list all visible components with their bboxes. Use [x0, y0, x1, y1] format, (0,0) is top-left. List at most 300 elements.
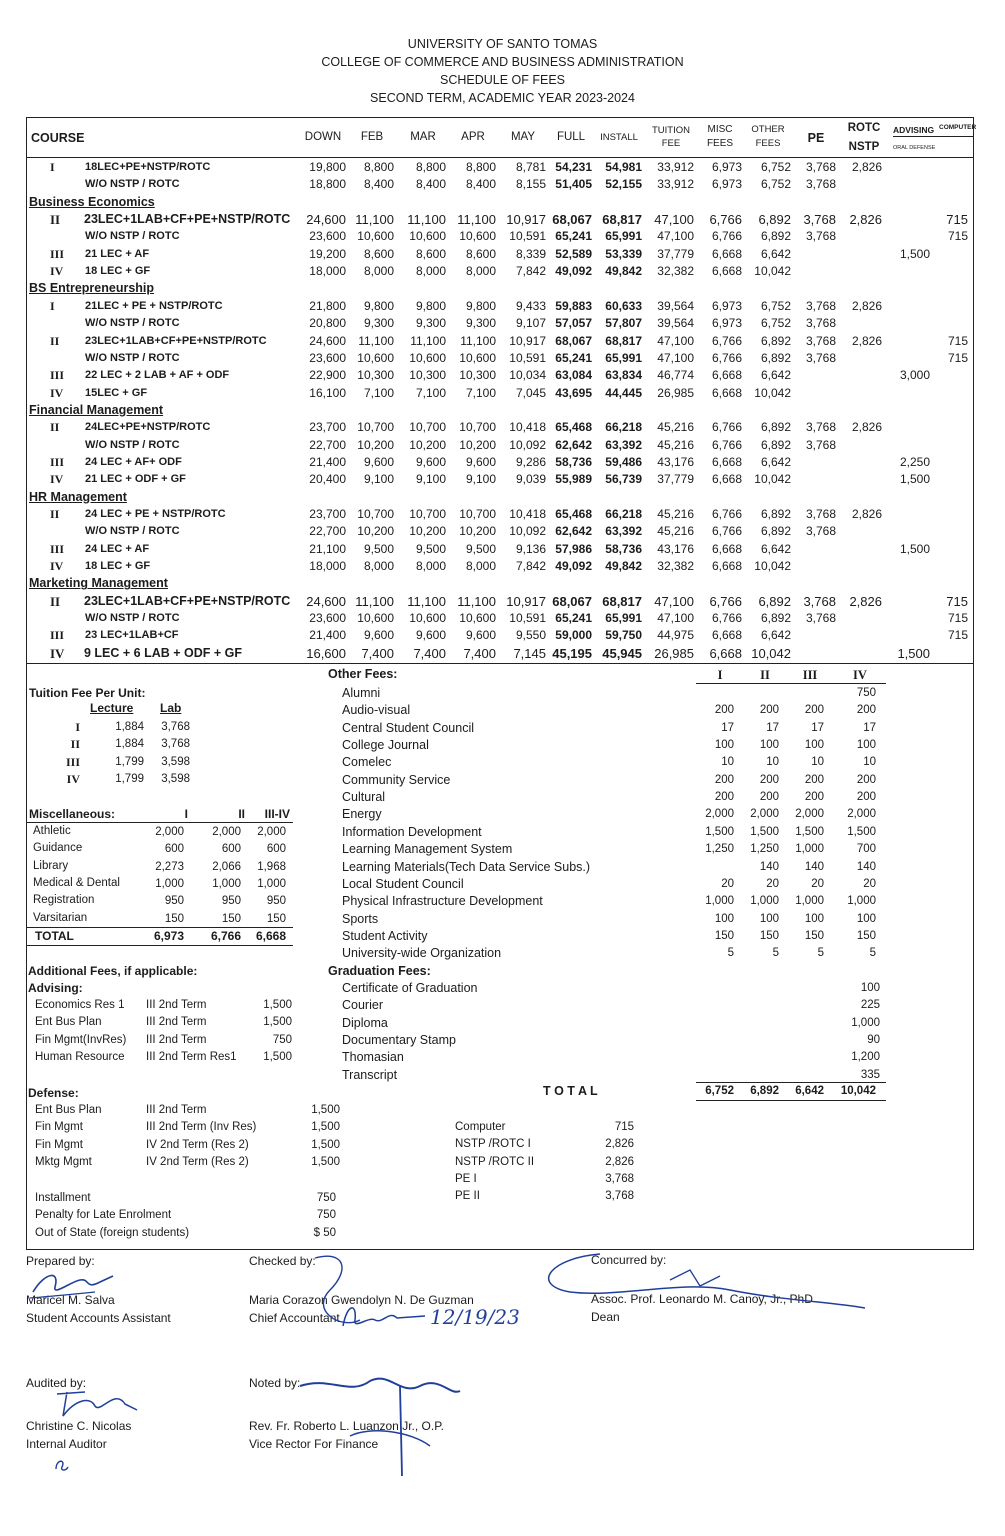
misc-header-line	[27, 822, 293, 823]
row-course: W/O NSTP / ROTC	[85, 351, 180, 364]
misc-value: 150	[164, 912, 184, 925]
row-apr: 10,600	[459, 229, 496, 244]
misc-name: Guidance	[33, 842, 83, 855]
row-may: 8,155	[515, 177, 546, 192]
row-rotc: 2,826	[851, 507, 882, 521]
row-pe: 3,768	[805, 298, 836, 313]
other-fee-name: Sports	[342, 911, 379, 926]
other-fee-name: Energy	[342, 807, 382, 822]
defense-name: Mktg Mgmt	[35, 1155, 92, 1168]
row-may: 10,092	[509, 437, 546, 452]
row-may: 10,418	[509, 420, 546, 435]
row-may: 7,045	[515, 385, 546, 400]
other-fee-name: Physical Infrastructure Development	[342, 894, 543, 909]
row-install: 57,807	[605, 316, 642, 331]
university-name: UNIVERSITY OF SANTO TOMAS	[407, 37, 598, 51]
defense-value: 1,500	[311, 1138, 340, 1151]
misc-value: 1,000	[212, 877, 241, 890]
row-course: 24 LEC + AF+ ODF	[85, 455, 182, 468]
other-fee-value: 20	[721, 877, 734, 890]
row-course: W/O NSTP / ROTC	[85, 317, 180, 330]
misc-total-underline	[27, 945, 293, 946]
other-charge-value: 2,826	[605, 1138, 634, 1151]
other-fee-value: 200	[714, 773, 734, 786]
row-apr: 10,200	[459, 437, 496, 452]
row-tuition: 47,100	[657, 229, 694, 244]
tuition-per-unit-title: Tuition Fee Per Unit:	[29, 686, 146, 700]
row-other: 6,752	[760, 316, 791, 331]
other-fee-value: 1,250	[750, 843, 779, 856]
other-fee-value: 10	[811, 756, 824, 769]
other-fee-value: 200	[856, 791, 876, 804]
other-charge-value: 715	[614, 1121, 634, 1133]
row-install: 49,842	[605, 264, 642, 279]
other-fee-value: 20	[766, 877, 779, 890]
misc-total: 6,668	[255, 929, 286, 943]
other-fee-value: 140	[759, 860, 779, 873]
row-pe: 3,768	[805, 160, 836, 174]
row-other: 6,642	[760, 454, 791, 469]
row-course: W/O NSTP / ROTC	[85, 230, 180, 243]
advising-value: 1,500	[263, 1050, 292, 1063]
row-rotc: 2,826	[851, 298, 882, 313]
other-fee-value: 200	[804, 773, 824, 786]
row-feb: 8,000	[363, 559, 394, 574]
row-mar: 8,400	[415, 177, 446, 192]
signature-audited	[45, 1384, 145, 1429]
row-full: 55,989	[555, 472, 592, 487]
other-fee-name: Community Service	[342, 772, 451, 787]
row-full: 65,241	[555, 611, 592, 626]
row-misc: 6,668	[711, 454, 742, 469]
col-misc-2: FEES	[706, 138, 734, 149]
section-heading: Marketing Management	[29, 576, 168, 591]
defense-term: III 2nd Term	[146, 1104, 207, 1116]
row-year: IV	[50, 472, 64, 487]
misc-name: Library	[33, 859, 69, 872]
misc-value: 1,000	[257, 877, 286, 890]
tuition-year: III	[65, 754, 80, 769]
row-tuition: 45,216	[657, 507, 694, 521]
row-rotc: 2,826	[849, 593, 882, 609]
row-apr: 7,400	[463, 645, 496, 661]
other-fee-value: 5	[772, 947, 779, 960]
row-comp: 715	[947, 229, 968, 244]
advising-term: III 2nd Term	[146, 999, 207, 1011]
row-down: 19,200	[309, 246, 346, 261]
row-course: 23LEC+1LAB+CF+PE+NSTP/ROTC	[84, 593, 291, 608]
row-other: 6,752	[760, 177, 791, 192]
row-pe: 3,768	[803, 593, 836, 609]
row-mar: 10,600	[409, 350, 446, 365]
misc-value: 600	[221, 843, 241, 856]
graduation-fee-name: Diploma	[342, 1015, 388, 1030]
row-install: 68,817	[605, 333, 642, 348]
row-mar: 8,800	[415, 160, 446, 174]
tuition-lab: 3,768	[161, 721, 190, 733]
extra-fee-value: 750	[316, 1192, 336, 1204]
row-full: 65,241	[555, 350, 592, 365]
other-charge-value: 3,768	[605, 1190, 634, 1203]
row-pe: 3,768	[803, 212, 836, 228]
misc-total-line	[27, 927, 293, 928]
row-other: 10,042	[754, 559, 791, 574]
row-misc: 6,668	[711, 541, 742, 556]
row-year: II	[50, 593, 61, 609]
row-course: 24 LEC + AF	[85, 542, 150, 555]
row-other: 6,892	[758, 212, 791, 228]
row-course: W/O NSTP / ROTC	[85, 612, 180, 625]
row-year: III	[50, 454, 65, 469]
row-course: W/O NSTP / ROTC	[85, 525, 180, 538]
graduation-fee-name: Certificate of Graduation	[342, 981, 478, 995]
other-charge-name: NSTP /ROTC II	[455, 1155, 535, 1168]
noted-title: Vice Rector For Finance	[249, 1437, 379, 1451]
misc-total: 6,973	[153, 929, 184, 943]
row-mar: 11,100	[407, 212, 446, 228]
row-full: 65,468	[555, 507, 592, 521]
row-other: 6,892	[760, 229, 791, 244]
graduation-fee-value: 1,200	[851, 1051, 880, 1064]
row-feb: 10,600	[357, 350, 394, 365]
col-other-1: OTHER	[751, 124, 785, 135]
col-feb: FEB	[360, 131, 384, 143]
advising-name: Human Resource	[35, 1050, 125, 1063]
other-fee-value: 150	[856, 929, 876, 942]
other-fee-value: 200	[714, 791, 734, 804]
row-install: 66,218	[605, 420, 642, 435]
extra-fee-name: Penalty for Late Enrolment	[35, 1209, 172, 1222]
other-fee-value: 150	[759, 929, 779, 942]
other-fee-value: 700	[856, 843, 876, 856]
table-bottom-divider	[27, 663, 973, 664]
col-down: DOWN	[304, 131, 342, 143]
row-feb: 10,300	[357, 368, 394, 383]
row-full: 62,642	[555, 524, 592, 539]
defense-term: IV 2nd Term (Res 2)	[146, 1155, 249, 1168]
row-other: 6,892	[760, 524, 791, 539]
row-pe: 3,768	[805, 611, 836, 626]
other-fee-name: Learning Management System	[342, 842, 513, 857]
row-year: III	[50, 246, 65, 261]
row-adv: 1,500	[897, 645, 930, 661]
row-feb: 10,700	[357, 420, 394, 435]
row-year: IV	[50, 645, 65, 661]
row-misc: 6,668	[711, 264, 742, 279]
other-fee-value: 2,000	[847, 808, 876, 821]
col-oral-defense: ORAL DEFENSE	[893, 145, 936, 151]
tuition-lab: 3,598	[161, 772, 190, 785]
row-misc: 6,668	[711, 385, 742, 400]
row-year: I	[50, 298, 55, 313]
other-fee-name: College Journal	[342, 738, 429, 753]
row-feb: 11,100	[355, 212, 394, 228]
row-other: 6,892	[760, 350, 791, 365]
row-year: IV	[50, 385, 64, 400]
misc-name: Medical & Dental	[33, 876, 120, 889]
row-full: 57,986	[555, 541, 592, 556]
checked-title: Chief Accountant	[249, 1311, 340, 1325]
row-other: 6,892	[760, 507, 791, 521]
header-divider	[27, 157, 973, 158]
row-full: 68,067	[555, 333, 592, 348]
row-full: 59,883	[555, 298, 592, 313]
checked-date: 12/19/23	[430, 1305, 520, 1329]
row-year: III	[50, 368, 65, 383]
row-full: 51,405	[555, 177, 592, 192]
row-down: 23,600	[309, 350, 346, 365]
other-fee-value: 17	[811, 721, 824, 734]
graduation-fee-name: Thomasian	[342, 1050, 404, 1065]
row-comp: 715	[946, 593, 968, 609]
row-may: 9,136	[515, 541, 546, 556]
row-feb: 10,200	[357, 524, 394, 539]
other-fee-value: 100	[714, 912, 734, 925]
signature-noted	[290, 1366, 470, 1481]
row-tuition: 32,382	[657, 264, 694, 279]
row-year: III	[50, 628, 65, 643]
other-fee-name: Central Student Council	[342, 720, 475, 735]
row-pe: 3,768	[805, 420, 836, 435]
row-install: 52,155	[605, 177, 642, 192]
row-course: 18LEC+PE+NSTP/ROTC	[85, 161, 211, 173]
row-apr: 8,400	[465, 177, 496, 192]
misc-value: 1,000	[155, 877, 184, 890]
row-other: 10,042	[754, 264, 791, 279]
row-mar: 9,100	[415, 472, 446, 487]
row-other: 6,892	[760, 420, 791, 435]
other-fee-value: 150	[714, 929, 734, 942]
row-down: 23,700	[309, 507, 346, 521]
row-down: 24,600	[306, 212, 346, 228]
row-mar: 10,700	[409, 507, 446, 521]
misc-col-header: II	[238, 807, 245, 821]
row-install: 60,633	[605, 298, 642, 313]
defense-term: III 2nd Term (Inv Res)	[146, 1121, 257, 1134]
checked-name: Maria Corazon Gwendolyn N. De Guzman	[249, 1293, 474, 1307]
signature-prepared	[25, 1262, 120, 1307]
prepared-name: Maricel M. Salva	[26, 1293, 115, 1307]
row-pe: 3,768	[805, 507, 836, 521]
other-fee-value: 17	[766, 721, 779, 734]
row-tuition: 47,100	[654, 212, 694, 228]
row-mar: 7,400	[413, 645, 446, 661]
other-charge-name: PE II	[455, 1190, 480, 1203]
row-pe: 3,768	[805, 524, 836, 539]
row-may: 9,107	[515, 316, 546, 331]
row-install: 68,817	[602, 593, 642, 609]
row-apr: 9,600	[465, 628, 496, 643]
row-feb: 11,100	[355, 593, 394, 609]
misc-value: 600	[164, 843, 184, 856]
row-full: 45,195	[552, 645, 592, 661]
misc-col-header: III-IV	[264, 807, 290, 821]
other-charge-name: Computer	[455, 1121, 506, 1133]
row-course: 23 LEC+1LAB+CF	[85, 629, 179, 642]
advising-title: Advising:	[28, 981, 83, 995]
row-course: W/O NSTP / ROTC	[85, 438, 180, 451]
advising-divider	[893, 136, 973, 137]
tuition-year: II	[70, 737, 80, 752]
row-feb: 8,400	[363, 177, 394, 192]
row-mar: 9,800	[415, 298, 446, 313]
row-install: 63,834	[605, 368, 642, 383]
other-fees-total-line	[696, 1082, 886, 1083]
col-tuition-2: FEE	[661, 138, 681, 149]
row-adv: 1,500	[899, 541, 930, 556]
row-install: 66,218	[605, 507, 642, 521]
row-mar: 9,300	[415, 316, 446, 331]
row-misc: 6,766	[711, 611, 742, 626]
row-misc: 6,973	[711, 177, 742, 192]
row-mar: 10,600	[409, 229, 446, 244]
row-misc: 6,766	[711, 437, 742, 452]
row-course: 22 LEC + 2 LAB + AF + ODF	[85, 369, 230, 382]
row-install: 56,739	[605, 472, 642, 487]
row-install: 44,445	[605, 385, 642, 400]
misc-value: 600	[266, 843, 286, 856]
row-misc: 6,668	[711, 246, 742, 261]
row-down: 22,900	[309, 368, 346, 383]
row-feb: 9,300	[363, 316, 394, 331]
other-fee-value: 100	[759, 739, 779, 752]
graduation-fee-value: 100	[860, 982, 880, 994]
row-other: 6,892	[760, 611, 791, 626]
row-tuition: 44,975	[657, 628, 694, 643]
signature-checked-initials	[335, 1298, 430, 1334]
row-may: 10,917	[506, 593, 546, 609]
other-charge-value: 3,768	[605, 1172, 634, 1185]
row-down: 20,400	[309, 472, 346, 487]
row-install: 45,945	[602, 645, 642, 661]
row-install: 58,736	[605, 541, 642, 556]
row-mar: 10,200	[409, 524, 446, 539]
row-down: 18,800	[309, 177, 346, 192]
row-may: 8,339	[515, 246, 546, 261]
other-fees-total-underline	[696, 1100, 886, 1101]
audited-label: Audited by:	[26, 1376, 87, 1390]
row-mar: 10,200	[409, 437, 446, 452]
row-misc: 6,766	[709, 212, 742, 228]
misc-value: 2,000	[257, 826, 286, 838]
row-mar: 9,600	[415, 628, 446, 643]
other-fee-value: 140	[856, 860, 876, 873]
row-apr: 8,000	[465, 559, 496, 574]
term-title: SECOND TERM, ACADEMIC YEAR 2023-2024	[370, 91, 635, 105]
section-heading: HR Management	[29, 489, 127, 504]
other-fees-total: 6,892	[750, 1085, 779, 1097]
other-fees-total: 6,642	[795, 1085, 824, 1097]
row-down: 22,700	[309, 524, 346, 539]
misc-value: 950	[164, 895, 184, 908]
other-fee-value: 200	[856, 704, 876, 717]
row-full: 52,589	[555, 246, 592, 261]
row-install: 59,750	[605, 628, 642, 643]
signature-mark	[52, 1455, 72, 1475]
other-fee-value: 100	[714, 739, 734, 752]
misc-value: 2,066	[212, 860, 241, 873]
row-tuition: 47,100	[657, 611, 694, 626]
other-fee-value: 1,500	[795, 825, 824, 838]
row-course: 21LEC + PE + NSTP/ROTC	[85, 299, 223, 312]
row-course: 9 LEC + 6 LAB + ODF + GF	[84, 645, 243, 660]
graduation-fee-value: 335	[860, 1068, 880, 1081]
prepared-title: Student Accounts Assistant	[26, 1311, 171, 1325]
col-advising: ADVISING	[893, 125, 935, 135]
row-pe: 3,768	[805, 177, 836, 192]
row-other: 6,642	[760, 628, 791, 643]
row-down: 23,600	[309, 229, 346, 244]
col-tuition-1: TUITION	[652, 125, 690, 136]
defense-term: IV 2nd Term (Res 2)	[146, 1138, 249, 1151]
row-pe: 3,768	[805, 350, 836, 365]
row-misc: 6,973	[711, 298, 742, 313]
row-pe: 3,768	[805, 333, 836, 348]
row-comp: 715	[947, 350, 968, 365]
misc-value: 950	[221, 895, 241, 908]
row-tuition: 33,912	[657, 160, 694, 174]
row-apr: 10,700	[459, 420, 496, 435]
row-tuition: 39,564	[657, 298, 694, 313]
row-course: 21 LEC + AF	[85, 247, 150, 260]
col-full: FULL	[556, 131, 586, 143]
row-down: 24,600	[309, 333, 346, 348]
extra-fee-name: Out of State (foreign students)	[35, 1226, 190, 1239]
section-heading: Financial Management	[29, 402, 164, 417]
lab-label: Lab	[160, 701, 182, 715]
row-down: 21,800	[309, 298, 346, 313]
row-year: II	[50, 333, 60, 348]
row-rotc: 2,826	[849, 212, 882, 228]
other-fees-col-header: IV	[853, 668, 867, 682]
row-may: 10,917	[506, 212, 546, 228]
other-fee-value: 1,500	[847, 825, 876, 838]
row-year: IV	[50, 264, 64, 279]
other-fee-name: Information Development	[342, 824, 482, 839]
row-misc: 6,668	[711, 628, 742, 643]
row-feb: 9,500	[363, 541, 394, 556]
row-course: 15LEC + GF	[85, 386, 148, 399]
row-year: II	[50, 212, 61, 228]
row-year: I	[50, 160, 55, 174]
row-apr: 10,600	[459, 350, 496, 365]
tuition-lecture: 1,884	[115, 721, 144, 733]
row-misc: 6,766	[711, 229, 742, 244]
row-pe: 3,768	[805, 229, 836, 244]
other-fee-value: 5	[727, 947, 734, 960]
row-full: 49,092	[555, 559, 592, 574]
extra-fee-name: Installment	[35, 1192, 91, 1204]
row-other: 6,892	[760, 333, 791, 348]
row-apr: 10,300	[459, 368, 496, 383]
row-down: 16,100	[309, 385, 346, 400]
other-fees-col-header: I	[717, 668, 723, 682]
tuition-lecture: 1,799	[115, 772, 144, 785]
row-misc: 6,766	[711, 420, 742, 435]
other-fee-value: 200	[804, 704, 824, 717]
additional-title: Additional Fees, if applicable:	[28, 964, 198, 978]
row-apr: 9,100	[465, 472, 496, 487]
advising-term: III 2nd Term	[146, 1016, 207, 1029]
other-charge-name: NSTP /ROTC I	[455, 1138, 531, 1151]
other-charge-value: 2,826	[605, 1155, 634, 1168]
col-course: COURSE	[31, 131, 85, 145]
row-adv: 2,250	[899, 454, 930, 469]
advising-value: 1,500	[263, 999, 292, 1011]
misc-name: Registration	[33, 894, 95, 907]
row-course: 24LEC+PE+NSTP/ROTC	[85, 421, 211, 434]
row-feb: 8,600	[363, 246, 394, 261]
